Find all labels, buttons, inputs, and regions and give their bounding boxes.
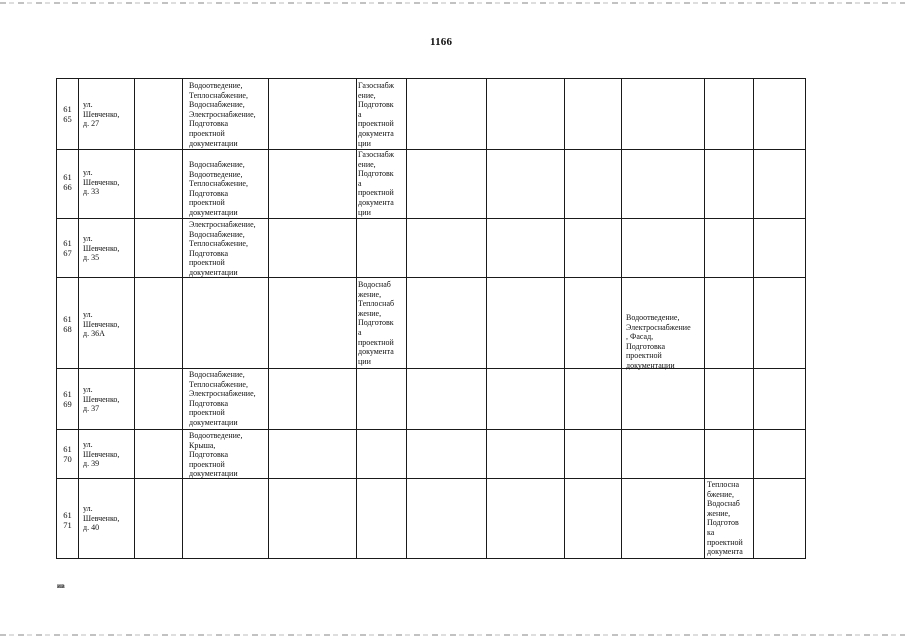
row-address: ул. Шевченко, д. 35	[83, 234, 120, 263]
row-works-col5: Газоснабж ение, Подготовк а проектной документа ции	[358, 150, 395, 217]
row-number: 61 69	[63, 389, 72, 409]
row-works-col5: Газоснабж ение, Подготовк а проектной документа ции	[358, 81, 395, 148]
page-number: 1166	[430, 36, 453, 48]
row-address: ул. Шевченко, д. 40	[83, 504, 120, 533]
row-divider	[56, 478, 806, 479]
row-divider	[56, 429, 806, 430]
scan-edge-bottom	[0, 634, 905, 636]
scan-edge-top	[0, 2, 905, 4]
col-divider	[78, 78, 79, 559]
row-number: 61 68	[63, 314, 72, 334]
row-number: 61 67	[63, 238, 72, 258]
row-works-col3: Водоснабжение, Теплоснабжение, Электроснабжение, Подготовка проектной документации	[189, 370, 256, 427]
row-address: ул. Шевченко, д. 33	[83, 168, 120, 197]
col-divider	[621, 78, 622, 559]
row-number: 61 71	[63, 510, 72, 530]
row-divider	[56, 149, 806, 150]
row-address: ул. Шевченко, д. 39	[83, 440, 120, 469]
footer-mark: ив	[57, 582, 65, 590]
row-works-col9: Водоотведение, Электроснабжение , Фасад, Подготовка проектной документации	[626, 313, 691, 370]
row-divider	[56, 277, 806, 278]
col-divider	[486, 78, 487, 559]
row-works-col3: Водоснабжение, Водоотведение, Теплоснабжение, Подготовка проектной документации	[189, 160, 248, 217]
row-number: 61 70	[63, 444, 72, 464]
row-address: ул. Шевченко, д. 36А	[83, 310, 120, 339]
row-works-col3: Электроснабжение, Водоснабжение, Теплоснабжение, Подготовка проектной документации	[189, 220, 256, 277]
col-divider	[268, 78, 269, 559]
col-divider	[356, 78, 357, 559]
col-divider	[753, 78, 754, 559]
row-address: ул. Шевченко, д. 27	[83, 100, 120, 129]
row-address: ул. Шевченко, д. 37	[83, 385, 120, 414]
row-number: 61 65	[63, 104, 72, 124]
row-works-col10: Теплосна бжение, Водоснаб жение, Подготов ка проектной документа	[707, 480, 743, 557]
col-divider	[182, 78, 183, 559]
col-divider	[704, 78, 705, 559]
work-schedule-table	[56, 78, 806, 559]
row-divider	[56, 218, 806, 219]
row-works-col3: Водоотведение, Крыша, Подготовка проектной документации	[189, 431, 243, 479]
row-number: 61 66	[63, 172, 72, 192]
col-divider	[564, 78, 565, 559]
col-divider	[406, 78, 407, 559]
col-divider	[134, 78, 135, 559]
row-works-col5: Водоснаб жение, Теплоснаб жение, Подготовк а проектной документа ции	[358, 280, 395, 366]
row-works-col3: Водоотведение, Теплоснабжение, Водоснабжение, Электроснабжение, Подготовка проектной документации	[189, 81, 256, 148]
